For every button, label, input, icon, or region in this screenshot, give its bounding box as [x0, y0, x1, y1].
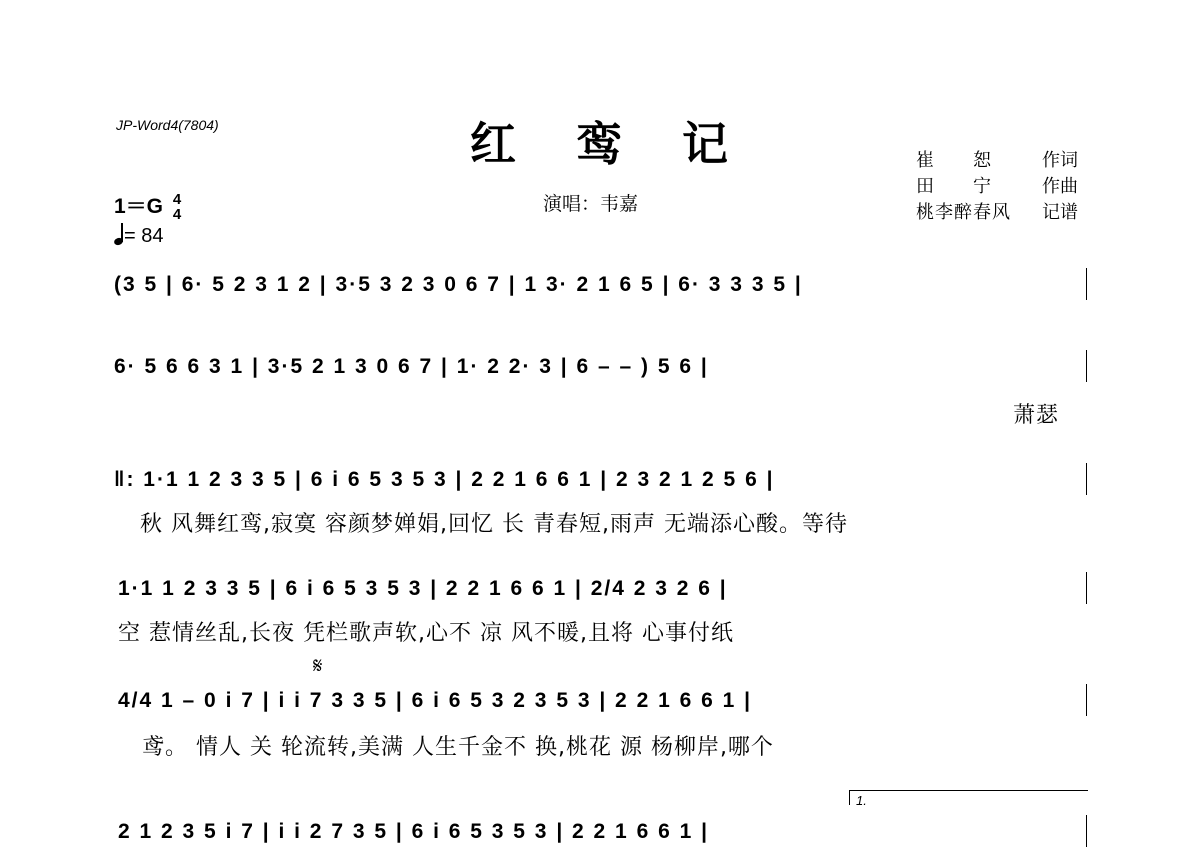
line-5-end-barline [1086, 684, 1087, 716]
score-line-6-notes: 2 1 2 3 5 i 7 | i i 2 7 3 5 | 6 i 6 5 3 5 3 | 2 2 1 6 6 1 | [118, 820, 709, 843]
segno-sign: 𝄋 [313, 654, 323, 679]
quarter-note-icon [114, 225, 124, 245]
song-title: 红 鸾 记 [470, 117, 751, 171]
tempo-marking [114, 225, 163, 248]
credits [916, 148, 1078, 226]
composer-name: 田 宁 [916, 176, 992, 197]
score-line-5-notes: 4/4 1 – 0 i 7 | i i 7 3 3 5 | 6 i 6 5 3 2 3 5 3 | 2 2 1 6 6 1 | [118, 689, 753, 712]
time-signature [173, 192, 181, 222]
key-signature [114, 190, 181, 222]
credit-transcriber [916, 200, 1078, 226]
score-line-3-notes: ‖: 1·1 1 2 3 3 5 | 6 i 6 5 3 5 3 | 2 2 1 6 6 1 | 2 3 2 1 2 5 6 | [114, 468, 775, 491]
singer-label: 演唱：韦嘉 [543, 193, 639, 215]
tempo-value: = 84 [124, 225, 164, 247]
score-line-5-lyrics: 鸢。 情人 关 轮流转,美满 人生千金不 换,桃花 源 杨柳岸,哪个 [142, 735, 774, 760]
lyricist-name: 崔 恕 [916, 150, 992, 171]
credit-lyricist [916, 148, 1078, 174]
software-label: JP-Word4(7804) [116, 117, 219, 133]
lyricist-role: 作词 [1042, 150, 1078, 171]
volta-bracket [849, 790, 1088, 808]
score-line-1-notes: (3 5 | 6· 5 2 3 1 2 | 3·5 3 2 3 0 6 7 | 1 3· 2 1 6 5 | 6· 3 3 3 5 | [114, 273, 803, 296]
line-6-end-barline [1086, 815, 1087, 847]
score-line-4-lyrics: 空 惹情丝乱,长夜 凭栏歌声软,心不 凉 风不暖,且将 心事付纸 [118, 621, 734, 646]
score-line-4-notes: 1·1 1 2 3 3 5 | 6 i 6 5 3 5 3 | 2 2 1 6 6 1 | 2/4 2 3 2 6 | [118, 577, 728, 600]
key-label: 1＝G [114, 195, 164, 218]
credit-composer [916, 174, 1078, 200]
volta-label: 1. [856, 793, 867, 808]
transcriber-name: 桃李醉春风 [916, 202, 1011, 223]
time-signature-top: 4 [172, 191, 182, 209]
score-line-3-lyrics: 秋 风舞红鸾,寂寞 容颜梦婵娟,回忆 长 青春短,雨声 无端添心酸。等待 [140, 512, 848, 537]
score-line-2-lyrics: 萧瑟 [1013, 403, 1060, 428]
transcriber-role: 记谱 [1042, 202, 1078, 223]
score-line-2-notes: 6· 5 6 6 3 1 | 3·5 2 1 3 0 6 7 | 1· 2 2· 3 | 6 – – ) 5 6 | [114, 355, 709, 378]
line-2-end-barline [1086, 350, 1087, 382]
line-4-end-barline [1086, 572, 1087, 604]
composer-role: 作曲 [1042, 176, 1078, 197]
time-signature-bottom: 4 [172, 206, 182, 224]
line-3-end-barline [1086, 463, 1087, 495]
line-1-end-barline [1086, 268, 1087, 300]
